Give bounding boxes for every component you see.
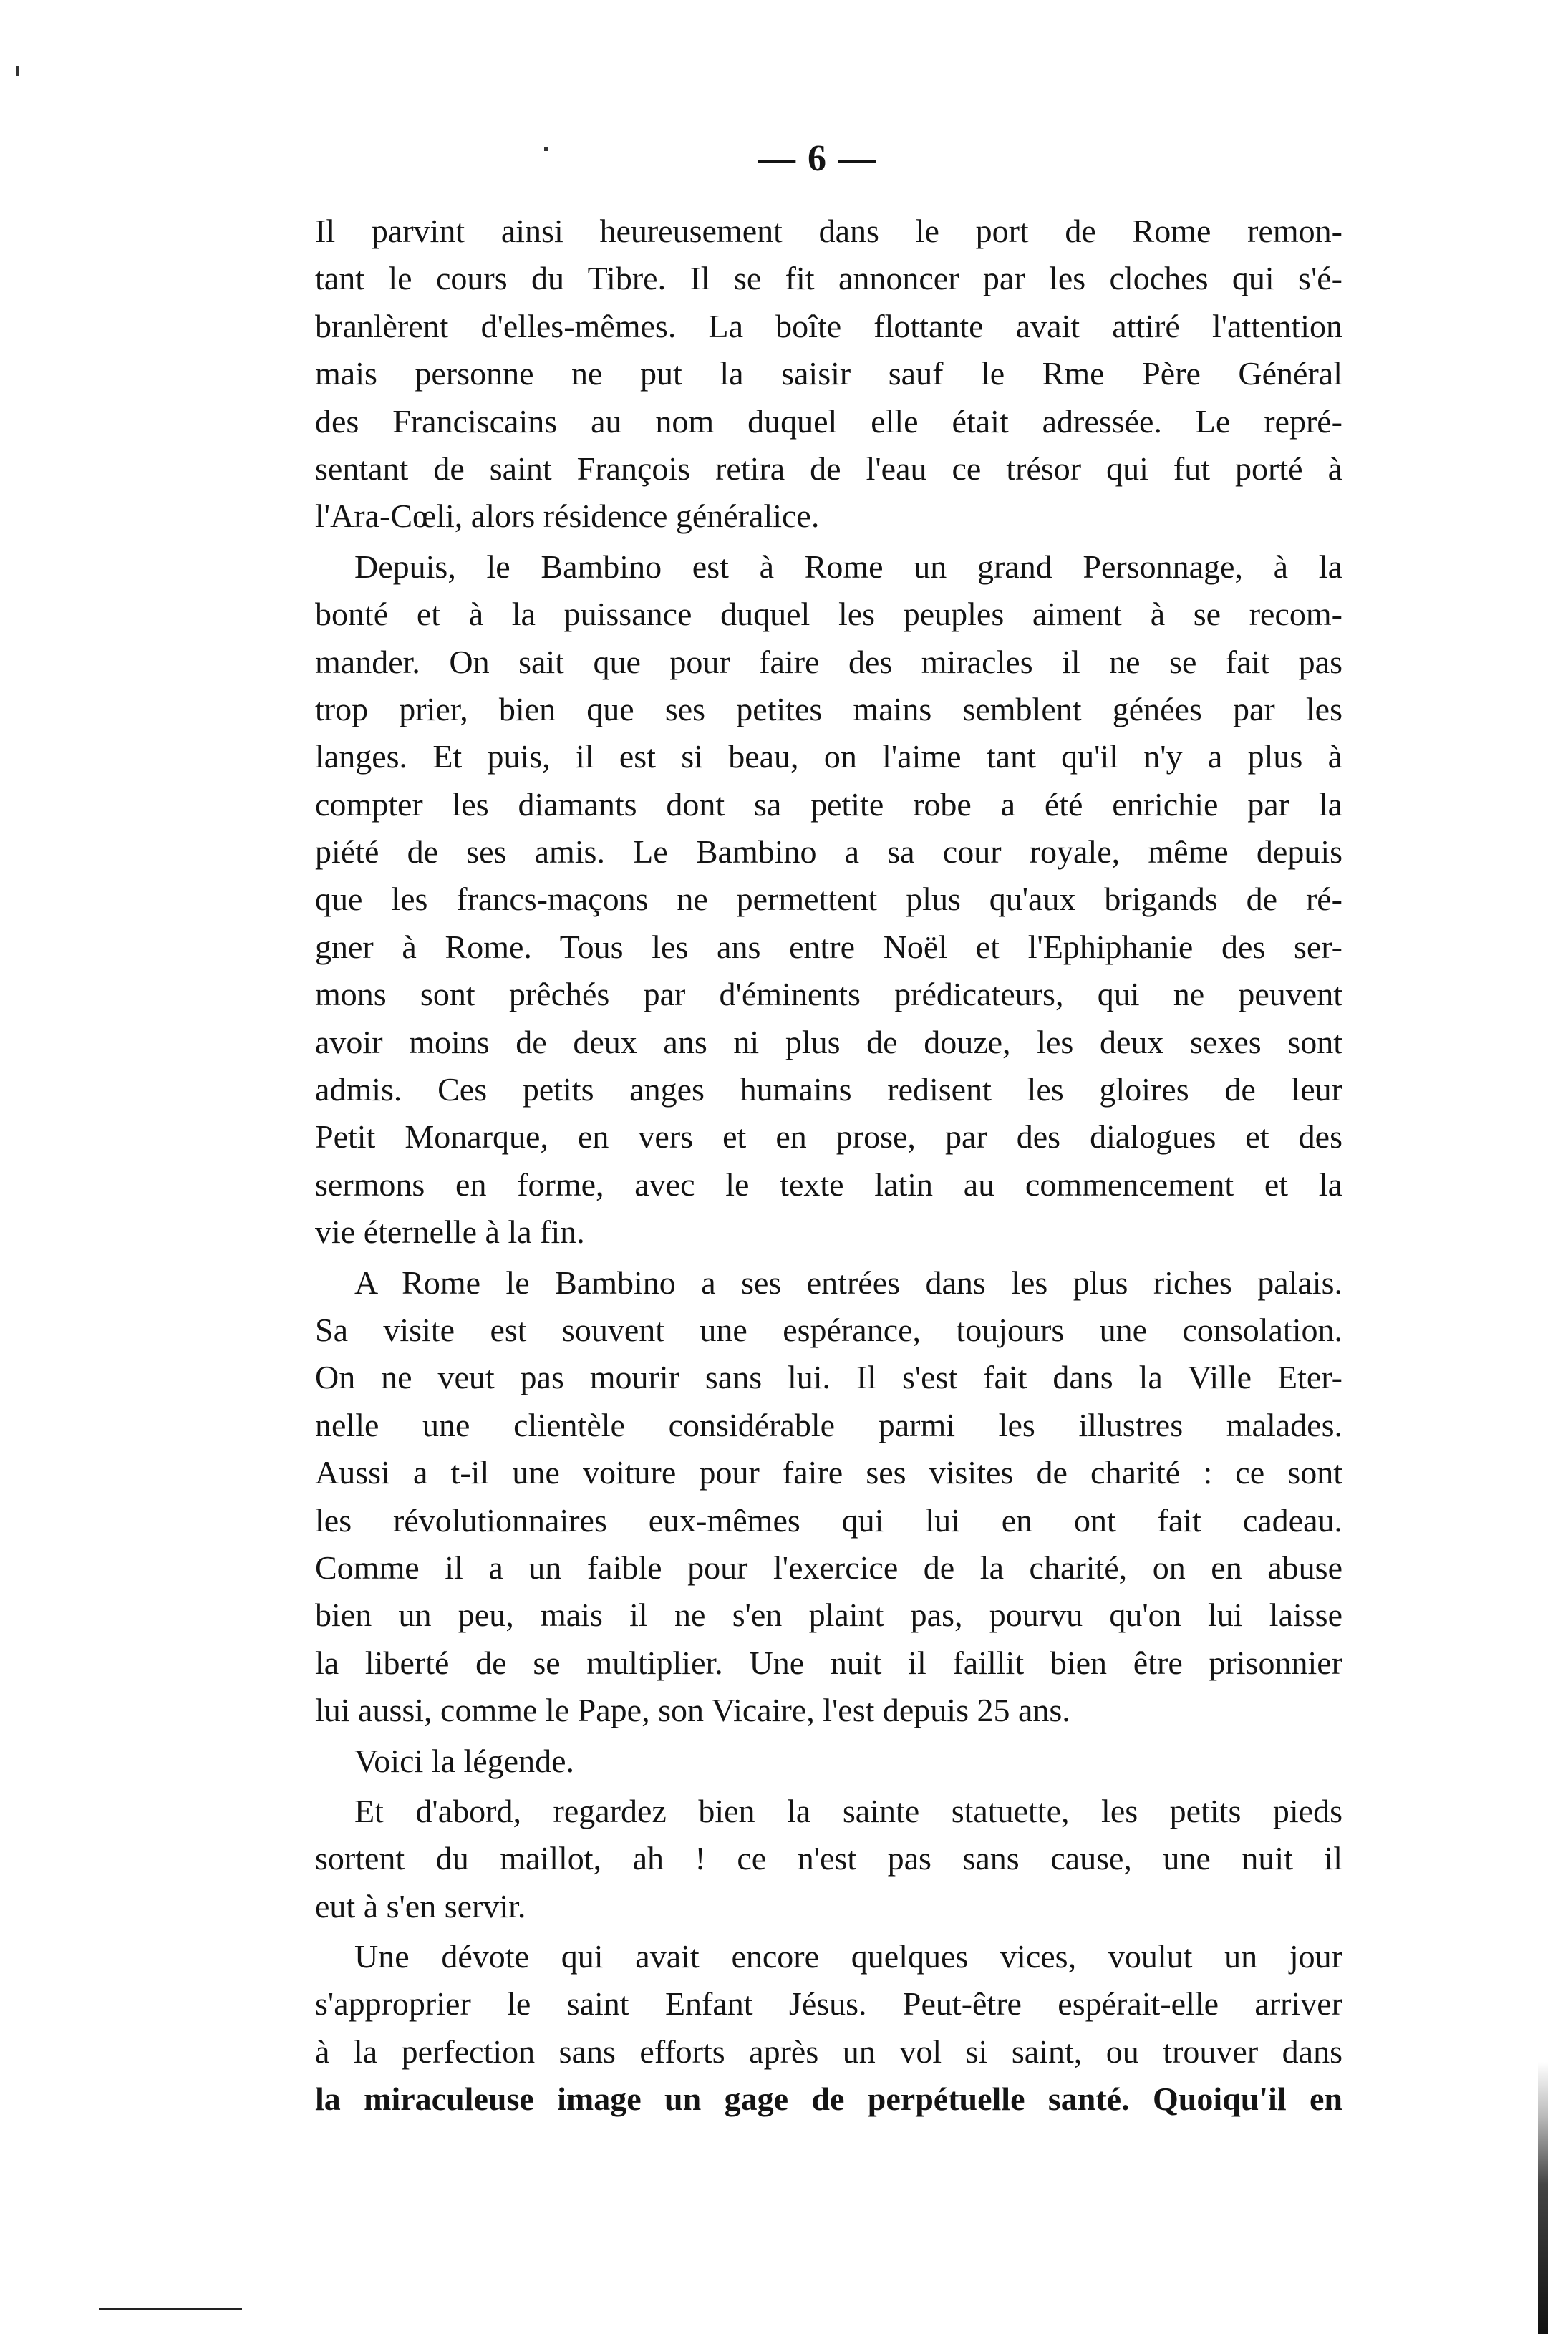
- text-line: Depuis, le Bambino est à Rome un grand Personnage, à la: [354, 548, 1342, 585]
- text-line: Petit Monarque, en vers et en prose, par des dialogues et des: [315, 1118, 1342, 1156]
- paragraph: [315, 1788, 1342, 1930]
- text-line: mons sont prêchés par d'éminents prédicateurs, qui ne peuvent: [315, 976, 1342, 1013]
- text-line: langes. Et puis, il est si beau, on l'aime tant qu'il n'y a plus à: [315, 738, 1342, 775]
- text-line: Et d'abord, regardez bien la sainte statuette, les petits pieds: [354, 1792, 1342, 1829]
- text-line: à la perfection sans efforts après un vol si saint, ou trouver dans: [315, 2033, 1342, 2070]
- scan-speck: [16, 66, 19, 76]
- text-line: vie éternelle à la fin.: [315, 1214, 585, 1251]
- text-line: tant le cours du Tibre. Il se fit annoncer par les cloches qui s'é-: [315, 260, 1342, 297]
- text-line: avoir moins de deux ans ni plus de douze, les deux sexes sont: [315, 1023, 1342, 1060]
- text-line: bonté et à la puissance duquel les peuples aiment à se recom-: [315, 596, 1342, 633]
- text-line: admis. Ces petits anges humains redisent les gloires de leur: [315, 1071, 1342, 1108]
- text-line: A Rome le Bambino a ses entrées dans les plus riches palais.: [354, 1264, 1342, 1301]
- text-line: Une dévote qui avait encore quelques vices, voulut un jour: [354, 1938, 1342, 1975]
- text-line: des Franciscains au nom duquel elle était adressée. Le repré-: [315, 402, 1342, 440]
- text-line: Comme il a un faible pour l'exercice de la charité, on en abuse: [315, 1549, 1342, 1586]
- text-line: la miraculeuse image un gage de perpétuelle santé. Quoiqu'il en: [315, 2081, 1342, 2118]
- text-line: lui aussi, comme le Pape, son Vicaire, l'est depuis 25 ans.: [315, 1692, 1070, 1729]
- scan-speck: [544, 147, 548, 151]
- text-line: compter les diamants dont sa petite robe a été enrichie par la: [315, 785, 1342, 823]
- page-edge-shadow: [1538, 2062, 1548, 2334]
- text-line: l'Ara-Cœli, alors résidence généralice.: [315, 498, 820, 535]
- text-line: Voici la légende.: [354, 1742, 574, 1779]
- text-line: mais personne ne put la saisir sauf le Rme Père Général: [315, 355, 1342, 392]
- text-line: On ne veut pas mourir sans lui. Il s'est fait dans la Ville Eter-: [315, 1359, 1342, 1396]
- text-line: mander. On sait que pour faire des miracles il ne se fait pas: [315, 643, 1342, 680]
- text-line: bien un peu, mais il ne s'en plaint pas, pourvu qu'on lui laisse: [315, 1597, 1342, 1634]
- text-line: les révolutionnaires eux-mêmes qui lui en ont fait cadeau.: [315, 1501, 1342, 1539]
- paragraph: [315, 208, 1342, 541]
- text-line: piété de ses amis. Le Bambino a sa cour royale, même depuis: [315, 833, 1342, 871]
- text-line: s'approprier le saint Enfant Jésus. Peut-être espérait-elle arriver: [315, 1985, 1342, 2023]
- text-line: Il parvint ainsi heureusement dans le port de Rome remon-: [315, 213, 1342, 249]
- page-number: — 6 —: [758, 138, 877, 179]
- text-line: gner à Rome. Tous les ans entre Noël et l'Ephiphanie des ser-: [315, 928, 1342, 965]
- text-line: la liberté de se multiplier. Une nuit il faillit bien être prisonnier: [315, 1644, 1342, 1681]
- paragraph: [315, 543, 1342, 1256]
- text-line: Sa visite est souvent une espérance, toujours une consolation.: [315, 1311, 1342, 1348]
- paragraph: [315, 1259, 1342, 1735]
- text-line: eut à s'en servir.: [315, 1887, 526, 1924]
- text-line: que les francs-maçons ne permettent plus qu'aux brigands de ré-: [315, 881, 1342, 918]
- footnote-rule: [99, 2308, 242, 2310]
- text-line: sermons en forme, avec le texte latin au commencement et la: [315, 1166, 1342, 1203]
- body-text: [315, 208, 1342, 2124]
- text-line: sentant de saint François retira de l'eau ce trésor qui fut porté à: [315, 450, 1342, 487]
- text-line: nelle une clientèle considérable parmi les illustres malades.: [315, 1406, 1342, 1443]
- text-line: Aussi a t-il une voiture pour faire ses visites de charité : ce sont: [315, 1454, 1342, 1491]
- text-line: branlèrent d'elles-mêmes. La boîte flottante avait attiré l'attention: [315, 307, 1342, 344]
- text-line: trop prier, bien que ses petites mains semblent génées par les: [315, 690, 1342, 727]
- text-line: sortent du maillot, ah ! ce n'est pas sans cause, une nuit il: [315, 1840, 1342, 1877]
- paragraph: [315, 1738, 1342, 1785]
- paragraph: [315, 1933, 1342, 2124]
